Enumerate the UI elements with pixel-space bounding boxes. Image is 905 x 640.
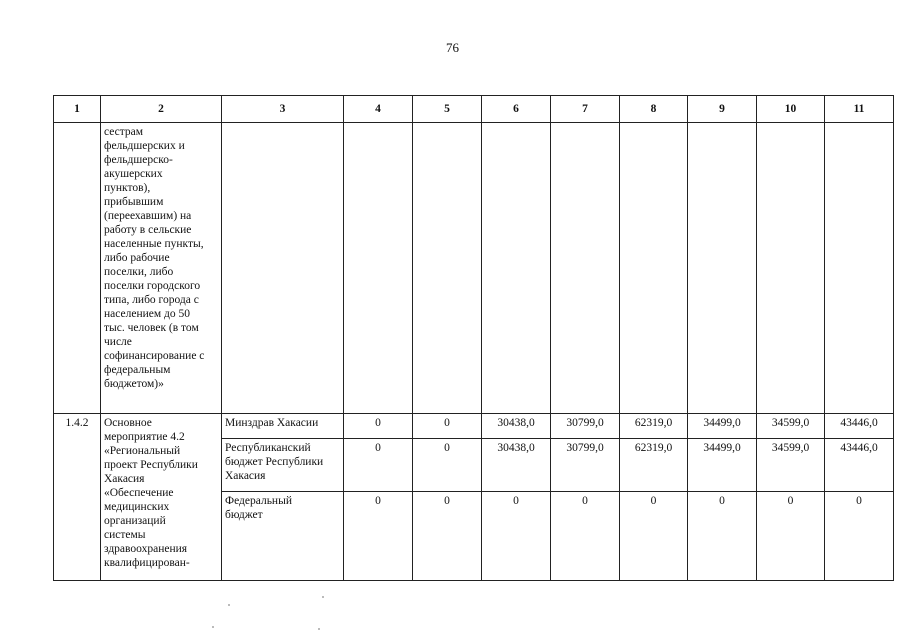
page-number: 76	[446, 40, 459, 55]
text-line: Хакасия	[104, 473, 145, 485]
text-line: Федеральный	[225, 495, 292, 507]
value-cell: 0	[551, 492, 620, 581]
header-cell-5: 5	[413, 96, 482, 123]
value-cell: 0	[825, 492, 894, 581]
text-line: Минздрав Хакасии	[225, 417, 319, 429]
continuation-code-cell	[54, 123, 101, 414]
text-line: типа, либо города с	[104, 294, 199, 306]
text-line: «Обеспечение	[104, 487, 174, 499]
item-code: 1.4.2	[54, 414, 101, 581]
text-line: сестрам	[104, 126, 144, 138]
value-cell: 62319,0	[620, 439, 688, 492]
text-line: Основное	[104, 417, 152, 429]
text-line: населением до 50	[104, 308, 190, 320]
value-cell: 30799,0	[551, 414, 620, 439]
scan-artifact	[228, 604, 230, 606]
text-line: медицинских	[104, 501, 170, 513]
header-cell-7: 7	[551, 96, 620, 123]
text-line: (переехавшим) на	[104, 210, 192, 222]
text-line: работу в сельские	[104, 224, 192, 236]
text-line: мероприятие 4.2	[104, 431, 185, 443]
text-line: Республиканский	[225, 442, 311, 454]
empty-cell	[222, 123, 344, 414]
budget-table	[53, 95, 894, 581]
text-line: Хакасия	[225, 470, 266, 482]
header-cell-1: 1	[54, 96, 101, 123]
table-row	[54, 414, 894, 439]
text-line: акушерских	[104, 168, 163, 180]
empty-cell	[688, 123, 757, 414]
header-cell-8: 8	[620, 96, 688, 123]
text-line: населенные пункты,	[104, 238, 204, 250]
text-line: числе	[104, 336, 132, 348]
value-cell: 62319,0	[620, 414, 688, 439]
text-line: либо рабочие	[104, 252, 170, 264]
item-description	[101, 414, 222, 581]
scan-artifact	[318, 628, 320, 630]
continuation-text	[101, 123, 222, 414]
header-cell-10: 10	[757, 96, 825, 123]
value-cell: 0	[688, 492, 757, 581]
text-line: здравоохранения	[104, 543, 188, 555]
empty-cell	[482, 123, 551, 414]
value-cell: 30799,0	[551, 439, 620, 492]
empty-cell	[413, 123, 482, 414]
value-cell: 30438,0	[482, 439, 551, 492]
funding-source	[222, 414, 344, 439]
text-line: федеральным	[104, 364, 171, 376]
value-cell: 30438,0	[482, 414, 551, 439]
header-cell-4: 4	[344, 96, 413, 123]
value-cell: 0	[344, 492, 413, 581]
value-cell: 0	[344, 439, 413, 492]
funding-source	[222, 439, 344, 492]
text-line: бюджет	[225, 509, 263, 521]
text-line: фельдшерских и	[104, 140, 185, 152]
text-line: «Региональный	[104, 445, 181, 457]
empty-cell	[825, 123, 894, 414]
empty-cell	[620, 123, 688, 414]
text-line: пунктов),	[104, 182, 151, 194]
text-line: бюджет Республики	[225, 456, 324, 468]
text-line: софинансирование с	[104, 350, 205, 362]
value-cell: 43446,0	[825, 439, 894, 492]
empty-cell	[551, 123, 620, 414]
value-cell: 0	[413, 414, 482, 439]
text-line: тыс. человек (в том	[104, 322, 199, 334]
scan-artifact	[212, 626, 214, 628]
header-cell-11: 11	[825, 96, 894, 123]
value-cell: 0	[482, 492, 551, 581]
text-line: поселки, либо	[104, 266, 174, 278]
text-line: поселки городского	[104, 280, 201, 292]
value-cell: 0	[413, 439, 482, 492]
text-line: системы	[104, 529, 146, 541]
value-cell: 0	[344, 414, 413, 439]
header-cell-6: 6	[482, 96, 551, 123]
text-line: прибывшим	[104, 196, 164, 208]
value-cell: 0	[413, 492, 482, 581]
header-row	[54, 96, 894, 123]
value-cell: 43446,0	[825, 414, 894, 439]
value-cell: 34599,0	[757, 414, 825, 439]
empty-cell	[757, 123, 825, 414]
text-line: проект Республики	[104, 459, 198, 471]
value-cell: 34499,0	[688, 414, 757, 439]
header-cell-9: 9	[688, 96, 757, 123]
value-cell: 34599,0	[757, 439, 825, 492]
text-line: организаций	[104, 515, 166, 527]
empty-cell	[344, 123, 413, 414]
text-line: квалифицирован-	[104, 557, 190, 569]
value-cell: 34499,0	[688, 439, 757, 492]
header-cell-2: 2	[101, 96, 222, 123]
text-line: бюджетом)»	[104, 378, 164, 390]
value-cell: 0	[620, 492, 688, 581]
funding-source	[222, 492, 344, 581]
value-cell: 0	[757, 492, 825, 581]
header-cell-3: 3	[222, 96, 344, 123]
text-line: фельдшерско-	[104, 154, 173, 166]
scan-artifact	[322, 596, 324, 598]
continuation-row	[54, 123, 894, 414]
